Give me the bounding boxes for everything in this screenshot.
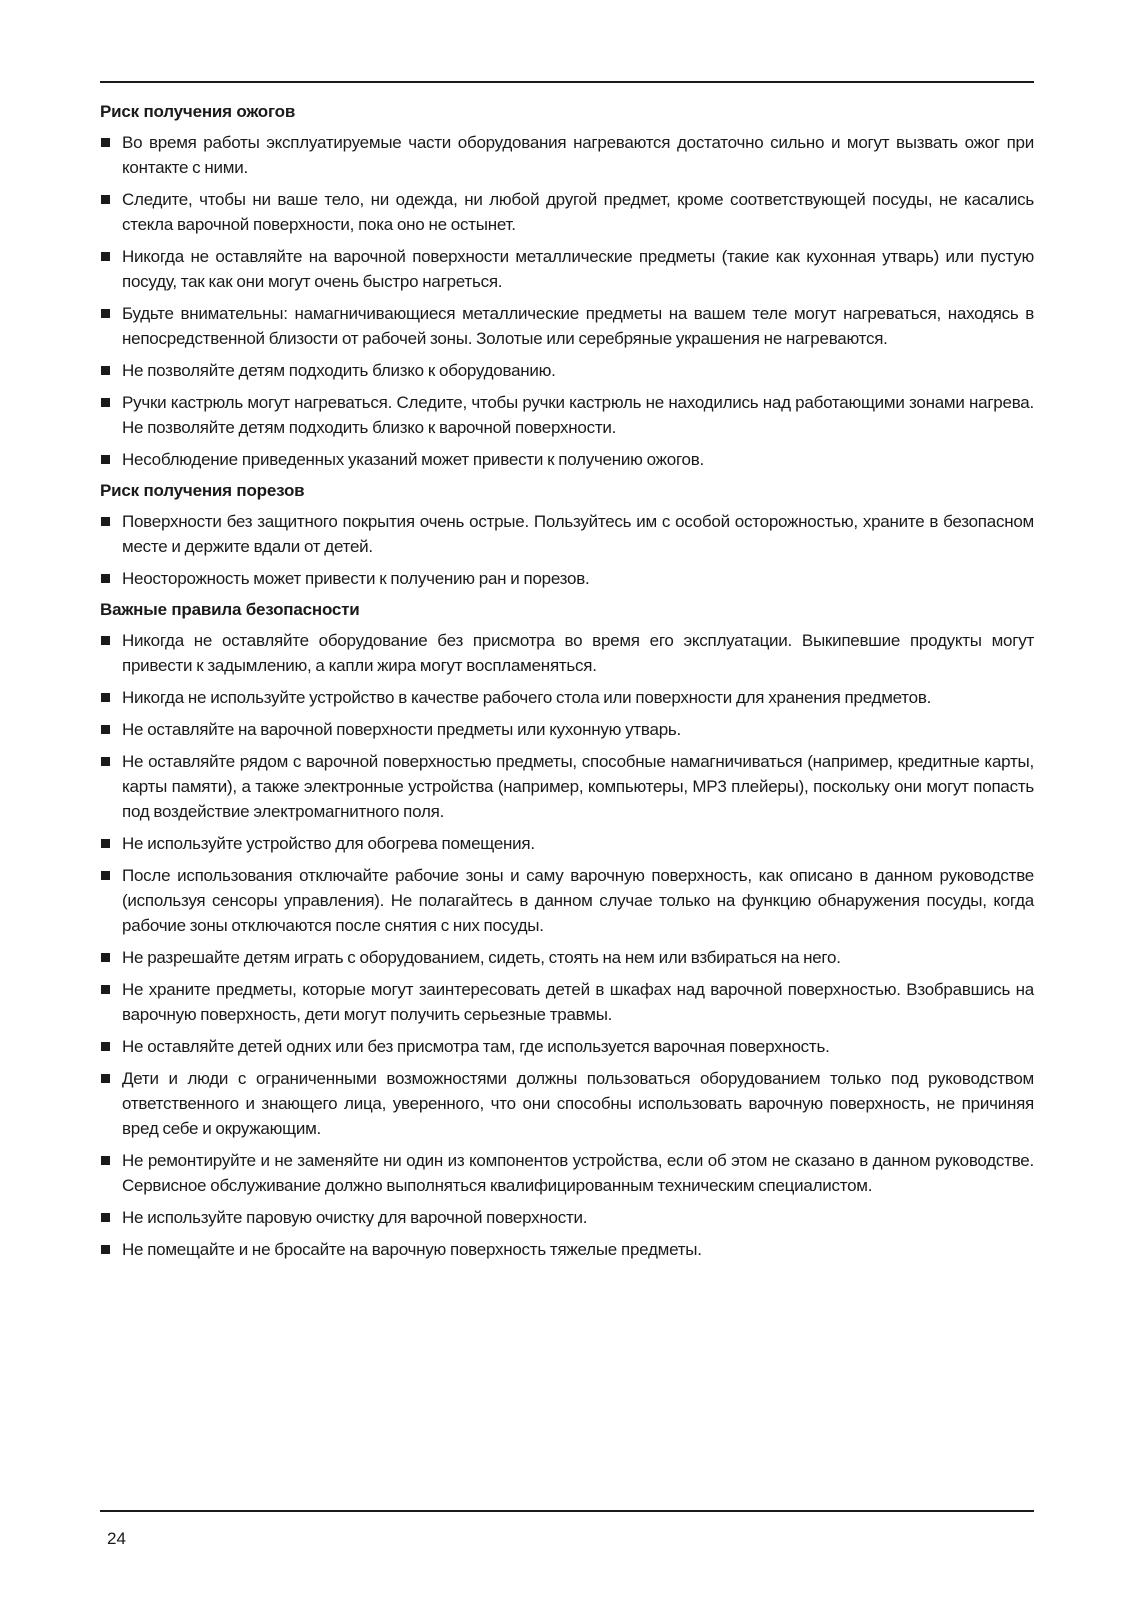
square-bullet-icon — [101, 517, 110, 526]
section-safety-rules — [100, 599, 1034, 1262]
section-heading: Риск получения ожогов — [100, 102, 296, 121]
list-item-text: Не оставляйте на варочной поверхности предметы или кухонную утварь. — [122, 720, 681, 739]
list-item — [100, 1148, 1034, 1198]
square-bullet-icon — [101, 366, 110, 375]
list-item-text: Ручки кастрюль могут нагреваться. Следите, чтобы ручки кастрюль не находились над работающими зонами нагрева. Не позволяйте детям подходить близко к варочной поверхности. — [122, 393, 1034, 437]
section-heading: Важные правила безопасности — [100, 600, 360, 619]
square-bullet-icon — [101, 1042, 110, 1051]
list-item-text: После использования отключайте рабочие зоны и саму варочную поверхность, как описано в данном руководстве (используя сенсоры управления). Не полагайтесь в данном случае только на функцию обнаружения посуды, когда рабочие зоны отключаются после снятия с них посуды. — [122, 866, 1034, 935]
page-number: 24 — [107, 1529, 126, 1548]
list-item — [100, 509, 1034, 559]
square-bullet-icon — [101, 1156, 110, 1165]
list-item-text: Не храните предметы, которые могут заинтересовать детей в шкафах над варочной поверхностью. Взобравшись на варочную поверхность, дети могут получить серьезные травмы. — [122, 980, 1034, 1024]
square-bullet-icon — [101, 985, 110, 994]
list-item-text: Никогда не оставляйте на варочной поверхности металлические предметы (такие как кухонная утварь) или пустую посуду, так как они могут очень быстро нагреться. — [122, 247, 1034, 291]
list-item — [100, 566, 1034, 591]
list-item-text: Не оставляйте рядом с варочной поверхностью предметы, способные намагничиваться (например, кредитные карты, карты памяти), а также электронные устройства (например, компьютеры, MP3 плейеры), поскольку они могут попасть под воздействие электромагнитного поля. — [122, 752, 1034, 821]
square-bullet-icon — [101, 725, 110, 734]
list-item — [100, 187, 1034, 237]
list-item-text: Будьте внимательны: намагничивающиеся металлические предметы на вашем теле могут нагреваться, находясь в непосредственной близости от рабочей зоны. Золотые или серебряные украшения не нагреваются. — [122, 304, 1034, 348]
page-content — [100, 101, 1034, 1270]
square-bullet-icon — [101, 309, 110, 318]
square-bullet-icon — [101, 953, 110, 962]
list-item — [100, 1034, 1034, 1059]
list-item — [100, 358, 1034, 383]
list-item-text: Не используйте устройство для обогрева помещения. — [122, 834, 535, 853]
square-bullet-icon — [101, 693, 110, 702]
list-item-text: Не оставляйте детей одних или без присмотра там, где используется варочная поверхность. — [122, 1037, 830, 1056]
square-bullet-icon — [101, 252, 110, 261]
list-item — [100, 749, 1034, 824]
square-bullet-icon — [101, 455, 110, 464]
list-item-text: Следите, чтобы ни ваше тело, ни одежда, ни любой другой предмет, кроме соответствующей посуды, не касались стекла варочной поверхности, пока оно не остынет. — [122, 190, 1034, 234]
list-item-text: Не помещайте и не бросайте на варочную поверхность тяжелые предметы. — [122, 1240, 702, 1259]
bottom-rule — [100, 1510, 1034, 1512]
list-item — [100, 863, 1034, 938]
square-bullet-icon — [101, 1245, 110, 1254]
list-item-text: Не используйте паровую очистку для варочной поверхности. — [122, 1208, 588, 1227]
square-bullet-icon — [101, 138, 110, 147]
list-item — [100, 977, 1034, 1027]
bullet-list — [100, 628, 1034, 1262]
list-item-text: Во время работы эксплуатируемые части оборудования нагреваются достаточно сильно и могут вызвать ожог при контакте с ними. — [122, 133, 1034, 177]
list-item — [100, 244, 1034, 294]
square-bullet-icon — [101, 398, 110, 407]
list-item-text: Поверхности без защитного покрытия очень острые. Пользуйтесь им с особой осторожностью, храните в безопасном месте и держите вдали от детей. — [122, 512, 1034, 556]
square-bullet-icon — [101, 195, 110, 204]
square-bullet-icon — [101, 757, 110, 766]
square-bullet-icon — [101, 871, 110, 880]
list-item-text: Никогда не используйте устройство в качестве рабочего стола или поверхности для хранения предметов. — [122, 688, 932, 707]
top-rule — [100, 81, 1034, 83]
list-item — [100, 628, 1034, 678]
bullet-list — [100, 509, 1034, 591]
square-bullet-icon — [101, 1074, 110, 1083]
square-bullet-icon — [101, 1213, 110, 1222]
list-item — [100, 831, 1034, 856]
section-heading: Риск получения порезов — [100, 481, 305, 500]
list-item — [100, 945, 1034, 970]
list-item-text: Никогда не оставляйте оборудование без присмотра во время его эксплуатации. Выкипевшие продукты могут привести к задымлению, а капли жира могут воспламеняться. — [122, 631, 1034, 675]
square-bullet-icon — [101, 839, 110, 848]
list-item — [100, 447, 1034, 472]
square-bullet-icon — [101, 574, 110, 583]
section-cut-risk — [100, 480, 1034, 591]
list-item — [100, 717, 1034, 742]
list-item — [100, 1205, 1034, 1230]
list-item — [100, 1237, 1034, 1262]
list-item-text: Дети и люди с ограниченными возможностями должны пользоваться оборудованием только под руководством ответственного и знающего лица, уверенного, что они способны использовать варочную поверхность, не причиняя вред себе и окружающим. — [122, 1069, 1034, 1138]
list-item-text: Неосторожность может привести к получению ран и порезов. — [122, 569, 590, 588]
list-item — [100, 1066, 1034, 1141]
list-item-text: Несоблюдение приведенных указаний может привести к получению ожогов. — [122, 450, 705, 469]
list-item — [100, 390, 1034, 440]
list-item — [100, 130, 1034, 180]
list-item — [100, 685, 1034, 710]
square-bullet-icon — [101, 636, 110, 645]
bullet-list — [100, 130, 1034, 472]
list-item-text: Не разрешайте детям играть с оборудованием, сидеть, стоять на нем или взбираться на него. — [122, 948, 841, 967]
section-burn-risk — [100, 101, 1034, 472]
list-item — [100, 301, 1034, 351]
list-item-text: Не ремонтируйте и не заменяйте ни один из компонентов устройства, если об этом не сказано в данном руководстве. Сервисное обслуживание должно выполняться квалифицированным техническим специалистом. — [122, 1151, 1034, 1195]
list-item-text: Не позволяйте детям подходить близко к оборудованию. — [122, 361, 556, 380]
